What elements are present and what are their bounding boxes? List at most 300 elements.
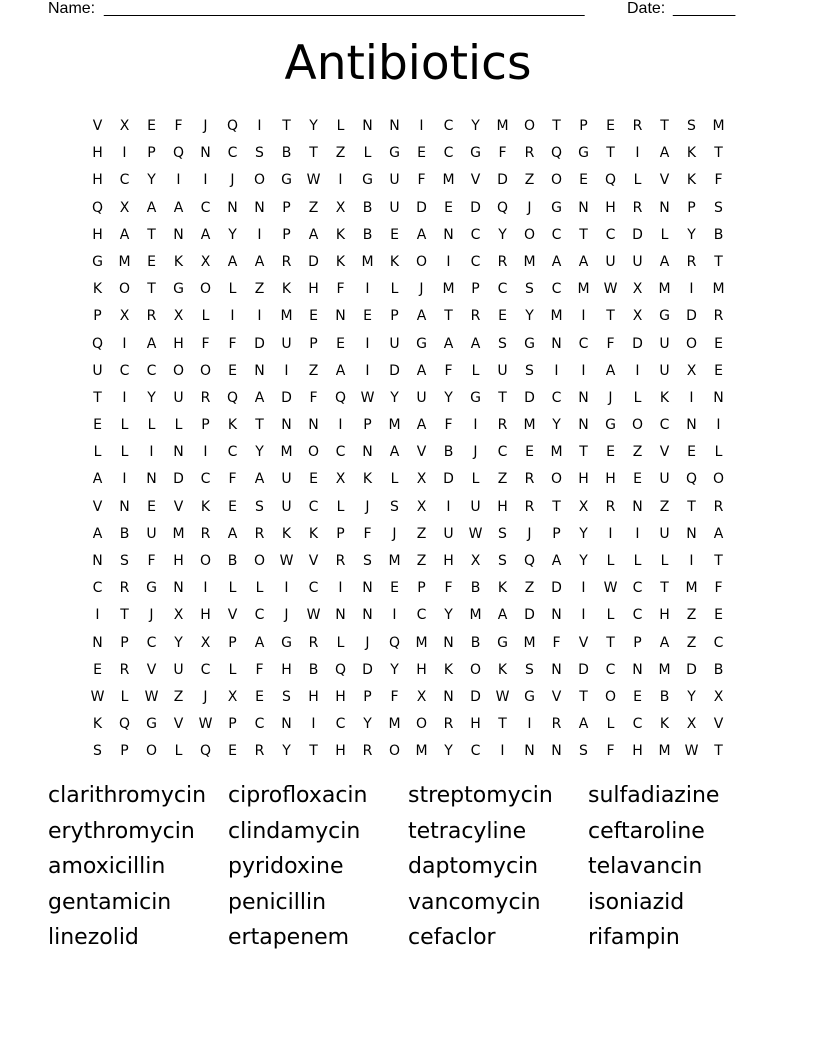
- grid-letter: V: [146, 661, 157, 678]
- word-bank-item: clindamycin: [228, 818, 361, 844]
- grid-letter: E: [714, 362, 723, 379]
- grid-letter: H: [173, 553, 184, 569]
- grid-letter: M: [712, 281, 725, 298]
- grid-letter: G: [578, 145, 589, 162]
- grid-letter: L: [606, 716, 615, 733]
- grid-letter: I: [554, 362, 559, 379]
- grid-letter: Y: [579, 525, 588, 542]
- grid-letter: G: [605, 417, 616, 434]
- grid-letter: K: [497, 661, 508, 678]
- grid-letter: I: [581, 580, 586, 597]
- grid-letter: T: [498, 389, 507, 406]
- grid-letter: R: [443, 716, 454, 733]
- grid-letter: D: [362, 661, 373, 678]
- grid-letter: G: [281, 172, 292, 189]
- grid-letter: M: [280, 444, 293, 461]
- grid-letter: L: [363, 145, 372, 162]
- grid-letter: E: [147, 118, 156, 134]
- grid-letter: W: [495, 688, 510, 705]
- grid-letter: E: [93, 661, 102, 678]
- grid-letter: E: [525, 444, 534, 461]
- grid-letter: A: [713, 525, 724, 542]
- grid-letter: Y: [687, 226, 696, 243]
- grid-letter: U: [605, 253, 616, 270]
- grid-letter: B: [281, 145, 292, 162]
- grid-letter: N: [551, 607, 562, 624]
- grid-letter: C: [605, 226, 616, 243]
- grid-letter: C: [443, 145, 454, 162]
- name-blank-line: ______________________________________________________: [104, 0, 585, 17]
- grid-letter: Y: [282, 743, 291, 760]
- grid-letter: I: [419, 118, 424, 134]
- grid-letter: V: [713, 716, 724, 733]
- grid-letter: M: [577, 281, 590, 298]
- grid-letter: X: [686, 362, 697, 379]
- grid-letter: N: [524, 743, 535, 760]
- grid-letter: A: [389, 444, 400, 461]
- grid-letter: S: [579, 743, 588, 760]
- grid-letter: I: [122, 471, 127, 488]
- grid-letter: T: [606, 634, 615, 651]
- grid-letter: L: [201, 308, 210, 325]
- grid-letter: U: [173, 661, 184, 678]
- grid-letter: Q: [334, 389, 347, 406]
- grid-letter: J: [527, 199, 532, 216]
- grid-letter: Y: [552, 417, 561, 434]
- grid-letter: I: [689, 553, 694, 569]
- grid-letter: C: [200, 199, 211, 216]
- grid-letter: Y: [498, 226, 507, 243]
- grid-letter: L: [228, 281, 237, 298]
- grid-letter: W: [306, 607, 321, 624]
- grid-letter: E: [228, 498, 237, 515]
- grid-letter: N: [551, 743, 562, 760]
- grid-letter: P: [417, 580, 426, 597]
- grid-letter: I: [689, 389, 694, 406]
- grid-letter: I: [365, 281, 370, 298]
- grid-letter: A: [605, 362, 616, 379]
- grid-letter: G: [470, 389, 481, 406]
- grid-letter: E: [228, 743, 237, 760]
- grid-letter: Q: [604, 172, 617, 189]
- grid-letter: R: [713, 308, 724, 325]
- grid-letter: J: [419, 281, 424, 298]
- grid-letter: H: [470, 716, 481, 733]
- grid-letter: X: [119, 118, 130, 134]
- grid-letter: Q: [226, 118, 239, 134]
- grid-letter: Y: [444, 743, 453, 760]
- grid-letter: S: [93, 743, 102, 760]
- grid-letter: T: [309, 145, 318, 162]
- grid-letter: M: [712, 118, 725, 134]
- grid-letter: F: [552, 634, 561, 651]
- grid-letter: O: [253, 553, 266, 569]
- grid-letter: B: [470, 580, 481, 597]
- grid-letter: D: [254, 335, 265, 352]
- grid-letter: B: [443, 444, 454, 461]
- grid-letter: H: [605, 471, 616, 488]
- grid-letter: K: [92, 281, 103, 298]
- grid-letter: K: [659, 389, 670, 406]
- grid-letter: V: [659, 172, 670, 189]
- grid-letter: J: [230, 172, 235, 189]
- grid-letter: E: [606, 444, 615, 461]
- grid-letter: L: [120, 417, 129, 434]
- grid-letter: Q: [226, 389, 239, 406]
- grid-letter: N: [335, 607, 346, 624]
- grid-letter: F: [336, 281, 345, 298]
- grid-letter: T: [714, 743, 723, 760]
- grid-letter: X: [173, 607, 184, 624]
- grid-letter: A: [470, 335, 481, 352]
- grid-letter: N: [281, 417, 292, 434]
- grid-letter: T: [309, 743, 318, 760]
- grid-letter: O: [469, 661, 482, 678]
- word-search-grid: [84, 113, 732, 766]
- grid-letter: Y: [309, 118, 318, 134]
- grid-letter: T: [147, 226, 156, 243]
- grid-letter: M: [415, 634, 428, 651]
- grid-letter: I: [446, 253, 451, 270]
- grid-letter: F: [390, 688, 399, 705]
- grid-letter: D: [470, 199, 481, 216]
- grid-letter: W: [90, 688, 105, 705]
- grid-letter: C: [146, 362, 157, 379]
- grid-letter: I: [581, 308, 586, 325]
- grid-letter: C: [254, 716, 265, 733]
- grid-letter: F: [417, 172, 426, 189]
- grid-letter: N: [632, 498, 643, 515]
- grid-letter: E: [498, 308, 507, 325]
- grid-letter: R: [686, 253, 697, 270]
- grid-letter: K: [227, 417, 238, 434]
- word-bank-item: isoniazid: [588, 889, 685, 915]
- grid-letter: U: [92, 362, 103, 379]
- grid-letter: J: [149, 607, 154, 624]
- grid-letter: D: [686, 661, 697, 678]
- grid-letter: M: [658, 661, 671, 678]
- grid-letter: I: [473, 417, 478, 434]
- grid-letter: Z: [173, 688, 184, 705]
- grid-letter: E: [606, 118, 615, 134]
- grid-letter: L: [390, 281, 399, 298]
- grid-letter: X: [713, 688, 724, 705]
- grid-letter: M: [361, 253, 374, 270]
- grid-letter: Z: [335, 145, 346, 162]
- grid-letter: P: [363, 688, 372, 705]
- grid-letter: A: [659, 145, 670, 162]
- grid-letter: B: [659, 688, 670, 705]
- word-bank-item: sulfadiazine: [588, 783, 720, 808]
- grid-letter: I: [635, 145, 640, 162]
- grid-letter: A: [119, 226, 130, 243]
- word-bank-item: pyridoxine: [228, 854, 344, 879]
- grid-letter: Q: [496, 199, 509, 216]
- grid-letter: L: [336, 634, 345, 651]
- grid-letter: Y: [147, 172, 156, 189]
- grid-letter: N: [92, 553, 103, 569]
- name-label: Name:: [48, 0, 96, 17]
- grid-letter: N: [659, 199, 670, 216]
- grid-letter: V: [308, 553, 319, 569]
- grid-letter: R: [713, 498, 724, 515]
- grid-letter: F: [363, 525, 372, 542]
- grid-letter: U: [281, 498, 292, 515]
- grid-letter: M: [496, 118, 509, 134]
- grid-letter: G: [497, 634, 508, 651]
- grid-letter: R: [470, 308, 481, 325]
- grid-letter: L: [255, 580, 264, 597]
- grid-letter: A: [578, 253, 589, 270]
- grid-letter: N: [92, 634, 103, 651]
- grid-letter: H: [605, 199, 616, 216]
- grid-letter: K: [281, 281, 292, 298]
- grid-letter: A: [254, 634, 265, 651]
- grid-letter: L: [471, 362, 480, 379]
- grid-letter: T: [444, 308, 453, 325]
- grid-letter: O: [631, 417, 644, 434]
- grid-letter: E: [147, 498, 156, 515]
- grid-letter: K: [686, 172, 697, 189]
- grid-letter: R: [362, 743, 373, 760]
- grid-letter: O: [199, 281, 212, 298]
- grid-letter: K: [497, 580, 508, 597]
- grid-letter: M: [658, 743, 671, 760]
- grid-letter: T: [552, 118, 561, 134]
- date-blank-line: _______: [673, 0, 736, 17]
- grid-letter: O: [523, 118, 536, 134]
- grid-letter: K: [281, 525, 292, 542]
- grid-letter: U: [281, 335, 292, 352]
- grid-letter: F: [255, 661, 264, 678]
- word-bank-item: daptomycin: [408, 854, 539, 879]
- grid-letter: I: [581, 362, 586, 379]
- grid-letter: Y: [444, 607, 453, 624]
- grid-letter: R: [632, 199, 643, 216]
- grid-letter: Y: [147, 389, 156, 406]
- grid-letter: R: [497, 417, 508, 434]
- date-label: Date:: [627, 0, 666, 17]
- grid-letter: F: [444, 580, 453, 597]
- grid-letter: W: [468, 525, 483, 542]
- word-bank-item: streptomycin: [408, 783, 553, 808]
- grid-letter: M: [415, 743, 428, 760]
- grid-letter: A: [227, 525, 238, 542]
- grid-letter: L: [336, 498, 345, 515]
- grid-letter: P: [282, 199, 291, 216]
- grid-letter: G: [92, 253, 103, 270]
- grid-letter: F: [201, 335, 210, 352]
- grid-letter: Q: [118, 716, 131, 733]
- grid-letter: D: [578, 661, 589, 678]
- word-bank-item: gentamicin: [48, 889, 172, 915]
- grid-letter: B: [470, 634, 481, 651]
- grid-letter: Q: [550, 145, 563, 162]
- grid-letter: H: [443, 553, 454, 569]
- grid-letter: D: [497, 172, 508, 189]
- grid-letter: H: [173, 335, 184, 352]
- grid-letter: N: [578, 199, 589, 216]
- grid-letter: G: [524, 335, 535, 352]
- grid-letter: E: [363, 308, 372, 325]
- grid-letter: K: [335, 253, 346, 270]
- grid-letter: N: [119, 498, 130, 515]
- grid-letter: N: [686, 417, 697, 434]
- grid-letter: N: [146, 471, 157, 488]
- grid-letter: C: [200, 471, 211, 488]
- grid-letter: R: [254, 525, 265, 542]
- grid-letter: L: [714, 444, 723, 461]
- grid-letter: F: [147, 553, 156, 569]
- grid-letter: F: [309, 389, 318, 406]
- grid-letter: D: [632, 335, 643, 352]
- grid-letter: V: [92, 498, 103, 515]
- grid-letter: X: [470, 553, 481, 569]
- grid-letter: S: [255, 498, 264, 515]
- grid-letter: I: [122, 145, 127, 162]
- grid-letter: X: [578, 498, 589, 515]
- grid-letter: P: [228, 716, 237, 733]
- grid-letter: E: [714, 335, 723, 352]
- grid-letter: E: [309, 471, 318, 488]
- grid-letter: M: [523, 417, 536, 434]
- grid-letter: L: [174, 417, 183, 434]
- grid-letter: N: [308, 417, 319, 434]
- grid-letter: W: [603, 580, 618, 597]
- word-bank-item: ertapenem: [228, 925, 350, 950]
- grid-letter: J: [473, 444, 478, 461]
- grid-letter: V: [659, 444, 670, 461]
- grid-letter: E: [633, 471, 642, 488]
- grid-letter: P: [282, 226, 291, 243]
- grid-letter: G: [146, 580, 157, 597]
- grid-letter: H: [308, 688, 319, 705]
- grid-letter: S: [255, 145, 264, 162]
- grid-letter: I: [635, 362, 640, 379]
- grid-letter: A: [254, 471, 265, 488]
- grid-letter: M: [388, 716, 401, 733]
- grid-letter: M: [388, 417, 401, 434]
- grid-letter: F: [714, 580, 723, 597]
- grid-letter: S: [363, 553, 372, 569]
- grid-letter: X: [227, 688, 238, 705]
- grid-letter: F: [228, 471, 237, 488]
- grid-letter: S: [525, 281, 534, 298]
- grid-letter: G: [281, 634, 292, 651]
- grid-letter: S: [498, 553, 507, 569]
- grid-letter: I: [122, 389, 127, 406]
- grid-letter: S: [390, 498, 399, 515]
- grid-letter: T: [660, 580, 669, 597]
- grid-letter: O: [523, 226, 536, 243]
- grid-letter: X: [686, 716, 697, 733]
- grid-letter: L: [660, 553, 669, 569]
- grid-letter: D: [389, 362, 400, 379]
- grid-letter: N: [578, 417, 589, 434]
- grid-letter: Y: [174, 634, 183, 651]
- grid-letter: C: [227, 444, 238, 461]
- grid-letter: G: [659, 308, 670, 325]
- grid-letter: A: [659, 253, 670, 270]
- grid-letter: A: [551, 253, 562, 270]
- grid-letter: R: [632, 118, 643, 134]
- grid-letter: A: [200, 226, 211, 243]
- grid-letter: N: [686, 525, 697, 542]
- grid-letter: C: [335, 444, 346, 461]
- grid-letter: H: [659, 607, 670, 624]
- grid-letter: P: [147, 145, 156, 162]
- grid-letter: M: [388, 553, 401, 569]
- grid-letter: Q: [685, 471, 698, 488]
- grid-letter: M: [118, 253, 131, 270]
- grid-letter: D: [551, 580, 562, 597]
- grid-letter: A: [659, 634, 670, 651]
- grid-letter: I: [365, 362, 370, 379]
- grid-letter: Z: [659, 498, 670, 515]
- grid-letter: N: [254, 199, 265, 216]
- grid-letter: N: [551, 335, 562, 352]
- grid-letter: T: [606, 145, 615, 162]
- page-title: Antibiotics: [284, 36, 532, 91]
- grid-letter: F: [444, 417, 453, 434]
- grid-letter: X: [416, 471, 427, 488]
- grid-letter: O: [415, 253, 428, 270]
- grid-letter: Y: [579, 553, 588, 569]
- grid-letter: N: [578, 389, 589, 406]
- grid-letter: T: [579, 688, 588, 705]
- grid-letter: C: [551, 281, 562, 298]
- grid-letter: H: [200, 607, 211, 624]
- grid-letter: O: [550, 172, 563, 189]
- grid-letter: U: [146, 525, 157, 542]
- grid-letter: V: [470, 172, 481, 189]
- grid-letter: S: [687, 118, 696, 134]
- grid-letter: X: [632, 281, 643, 298]
- grid-letter: U: [659, 471, 670, 488]
- grid-letter: I: [203, 580, 208, 597]
- grid-letter: L: [633, 389, 642, 406]
- grid-letter: K: [443, 661, 454, 678]
- grid-letter: X: [200, 253, 211, 270]
- grid-letter: A: [443, 335, 454, 352]
- grid-letter: I: [365, 335, 370, 352]
- grid-letter: T: [282, 118, 291, 134]
- grid-letter: I: [149, 444, 154, 461]
- grid-letter: O: [253, 172, 266, 189]
- grid-letter: B: [713, 226, 724, 243]
- grid-letter: J: [203, 118, 208, 134]
- grid-letter: X: [416, 498, 427, 515]
- grid-letter: N: [632, 661, 643, 678]
- grid-letter: D: [281, 389, 292, 406]
- grid-letter: W: [684, 743, 699, 760]
- grid-letter: U: [389, 172, 400, 189]
- grid-letter: D: [173, 471, 184, 488]
- grid-letter: P: [336, 525, 345, 542]
- grid-letter: E: [147, 253, 156, 270]
- grid-letter: N: [713, 389, 724, 406]
- grid-letter: G: [389, 145, 400, 162]
- grid-letter: L: [174, 743, 183, 760]
- grid-letter: M: [442, 281, 455, 298]
- grid-letter: P: [93, 308, 102, 325]
- grid-letter: Z: [497, 471, 508, 488]
- grid-letter: S: [714, 199, 723, 216]
- grid-letter: Z: [416, 553, 427, 569]
- grid-letter: G: [416, 335, 427, 352]
- grid-letter: I: [122, 335, 127, 352]
- grid-letter: O: [145, 743, 158, 760]
